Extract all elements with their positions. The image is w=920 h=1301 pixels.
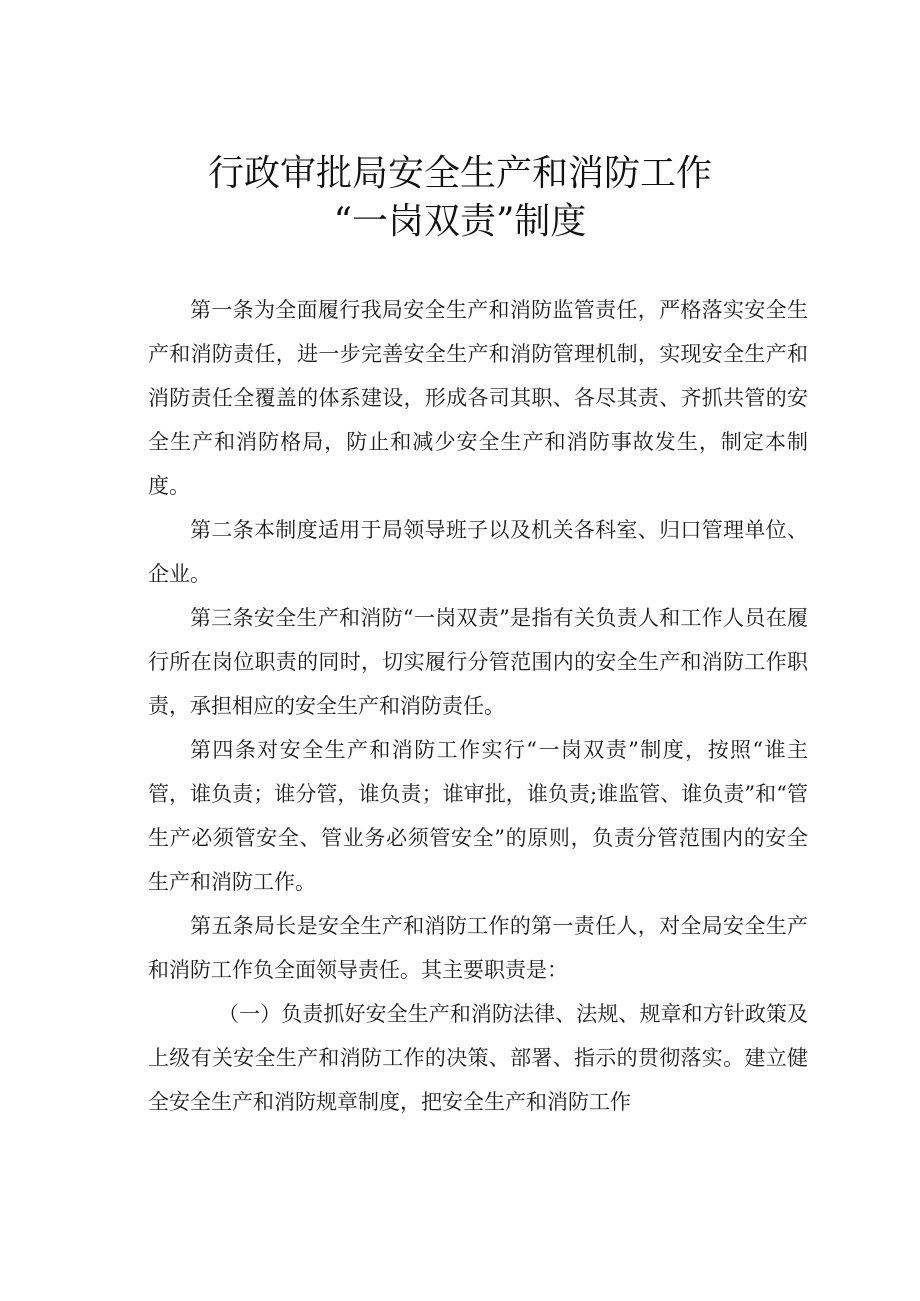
title-line-1: 行政审批局安全生产和消防工作 <box>207 153 712 194</box>
paragraph-article-1: 第一条为全面履行我局安全生产和消防监管责任，严格落实安全生产和消防责任，进一步完善安全生产和消防管理机制，实现安全生产和消防责任全覆盖的体系建设，形成各司其职、各尽其责、齐抓共管的安全生产和消防格局，防止和减少安全生产和消防事故发生，制定本制度。 <box>148 298 808 498</box>
document-body <box>148 288 808 1124</box>
paragraph-article-2: 第二条本制度适用于局领导班子以及机关各科室、归口管理单位、企业。 <box>148 518 808 586</box>
paragraph-article-5-item-1: （一）负责抓好安全生产和消防法律、法规、规章和方针政策及上级有关安全生产和消防工作的决策、部署、指示的贯彻落实。建立健全安全生产和消防规章制度，把安全生产和消防工作 <box>148 1002 808 1114</box>
paragraph-article-3: 第三条安全生产和消防“一岗双责”是指有关负责人和工作人员在履行所在岗位职责的同时，切实履行分管范围内的安全生产和消防工作职责，承担相应的安全生产和消防责任。 <box>148 606 808 718</box>
paragraph-article-5: 第五条局长是安全生产和消防工作的第一责任人，对全局安全生产和消防工作负全面领导责任。其主要职责是： <box>148 914 808 982</box>
paragraph-article-4: 第四条对安全生产和消防工作实行“一岗双责”制度，按照“谁主管，谁负责；谁分管，谁负责；谁审批，谁负责;谁监管、谁负责”和“管生产必须管安全、管业务必须管安全”的原则，负责分管范围内的安全生产和消防工作。 <box>148 738 808 894</box>
document-title <box>0 150 920 246</box>
title-line-2: “一岗双责”制度 <box>333 201 587 242</box>
